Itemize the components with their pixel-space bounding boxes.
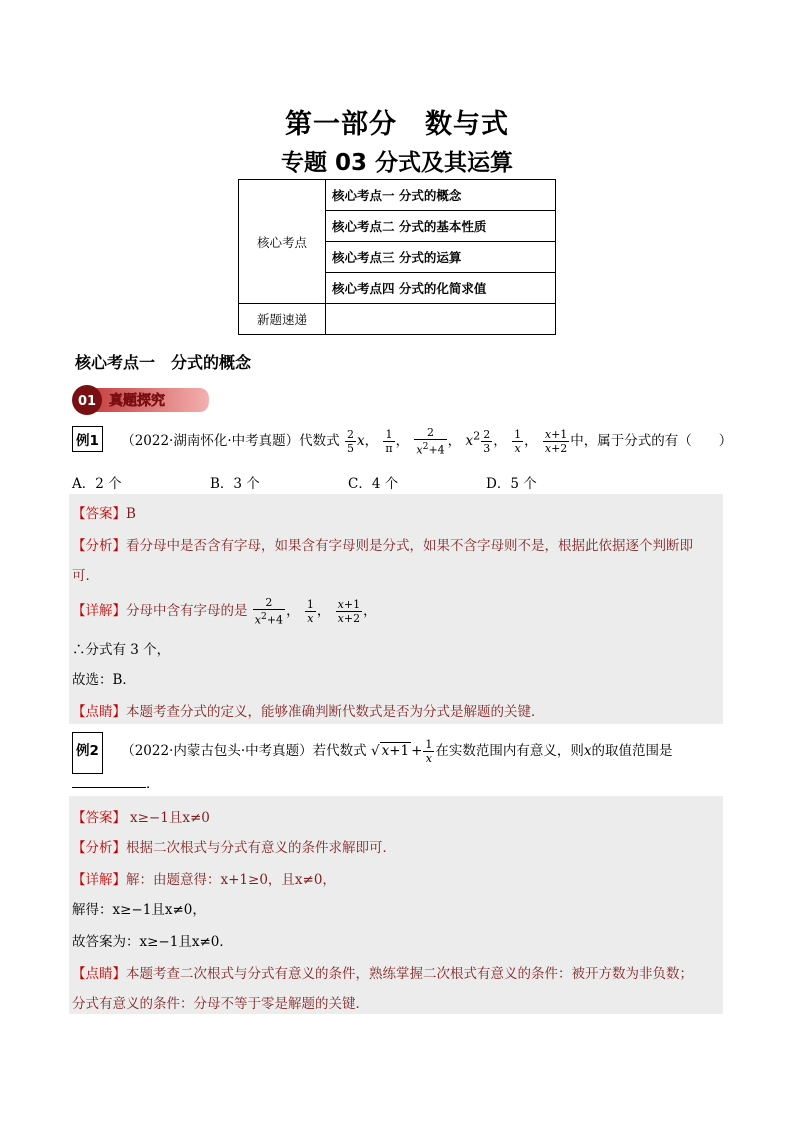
- example-1-detail-count: ∴分式有 3 个，: [72, 642, 171, 658]
- fraction-2-3: $\frac{2}{3}$: [483, 428, 491, 455]
- toc-item: 核心考点二 分式的基本性质: [326, 211, 556, 242]
- toc-item: 核心考点三 分式的运算: [326, 242, 556, 273]
- section-banner: [71, 382, 211, 418]
- topic-table: [238, 179, 556, 335]
- example-2-question: 例2 （2022·内蒙古包头·中考真题）若代数式 √ x+1 + $\frac{1}{x}$ 在实数范围内有意义，则x的取值范围是: [72, 732, 673, 774]
- example-1-lead: 代数式: [299, 433, 340, 449]
- toc-item: 核心考点一 分式的概念: [326, 180, 556, 211]
- fraction-2-x2plus4: $\frac{2}{x^2+4}$: [416, 426, 445, 457]
- example-1-detail-choice: 故选：B．: [72, 672, 136, 688]
- toc-item: 核心考点四 分式的化简求值: [326, 273, 556, 304]
- example-1-analysis-cont: 可．: [72, 568, 99, 584]
- topic-title: 专题 03 分式及其运算: [280, 150, 514, 176]
- example-2-label: 例2: [72, 732, 103, 774]
- example-1-answer: 【答案】B: [72, 506, 136, 522]
- sqrt-x-plus-1: x+1: [381, 743, 410, 759]
- example-2-source: （2022·内蒙古包头·中考真题）: [121, 743, 313, 759]
- example-2-answer: 【答案】 x≥−1且x≠0: [72, 810, 210, 826]
- banner-label: 真题探究: [109, 393, 165, 409]
- option-b: B．3 个: [210, 476, 260, 492]
- example-1-tail: 中，属于分式的有（ ）: [570, 433, 733, 449]
- fraction-1-x: $\frac{1}{x}$: [514, 428, 522, 455]
- example-2-analysis: 【分析】根据二次根式与分式有意义的条件求解即可．: [72, 840, 396, 856]
- example-1-detail: 【详解】分母中含有字母的是 $\frac{2}{x^2+4}$ ， $\frac{1}{x}$ ， $\frac{x+1}{x+2}$ ，: [72, 596, 377, 627]
- example-2-detail: 【详解】解：由题意得：x+1≥0，且x≠0，: [72, 872, 336, 888]
- example-2-comment: 【点睛】本题考查二次根式与分式有意义的条件，熟练掌握二次根式有意义的条件：被开方数为非负数；: [72, 966, 693, 982]
- example-2-detail-final: 故答案为：x≥−1且x≠0．: [72, 934, 233, 950]
- example-2-lead: 若代数式: [312, 743, 367, 759]
- toc-empty-cell: [326, 304, 556, 335]
- example-1-label: 例1: [72, 426, 103, 452]
- toc-left-label: 核心考点: [239, 180, 326, 304]
- fraction-2-5: $\frac{2}{5}$: [346, 428, 354, 455]
- part-title: 第一部分 数与式: [285, 109, 509, 140]
- example-2-blank: ．: [72, 772, 160, 792]
- option-a: A．2 个: [72, 476, 122, 492]
- example-1-options: [72, 472, 624, 492]
- fraction-1-x-ex2: $\frac{1}{x}$: [425, 738, 433, 765]
- example-1-question: 例1 （2022·湖南怀化·中考真题）代数式 $\frac{2}{5}$ x， $\frac{1}{\pi}$ ， $\frac{2}{x^2+4}$ ， $x^2$ $\frac{2}{3}$ ， $\frac{1}{x}$ ， $\frac{x+1}{x+2}$ 中，属于分式的有（ ）: [72, 426, 732, 457]
- example-2-detail-solve: 解得：x≥−1且x≠0，: [72, 902, 206, 918]
- option-d: D．5 个: [486, 476, 537, 492]
- example-1-comment: 【点睛】本题考查分式的定义，能够准确判断代数式是否为分式是解题的关键．: [72, 704, 545, 720]
- fraction-xplus1-xplus2: $\frac{x+1}{x+2}$: [544, 428, 568, 455]
- example-1-analysis: 【分析】看分母中是否含有字母，如果含有字母则是分式，如果不含字母则不是，根据此依据逐个判断即: [72, 538, 693, 554]
- example-1-source: （2022·湖南怀化·中考真题）: [121, 433, 300, 449]
- banner-number: 01: [77, 394, 97, 409]
- fraction-1-pi: $\frac{1}{\pi}$: [385, 428, 393, 455]
- example-2-comment-cont: 分式有意义的条件：分母不等于零是解题的关键．: [72, 996, 369, 1012]
- section-title: 核心考点一 分式的概念: [75, 353, 252, 372]
- toc-new-label: 新题速递: [239, 304, 326, 335]
- option-c: C．4 个: [348, 476, 399, 492]
